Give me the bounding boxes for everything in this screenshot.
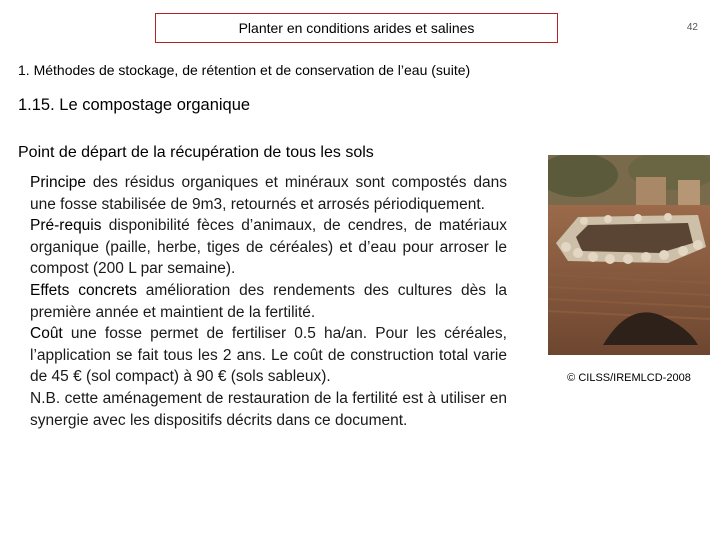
paragraph-text: amélioration des rendements des cultures dès la première année et maintient de la fertilité. [30, 281, 508, 321]
paragraph-prerequis [30, 215, 507, 280]
paragraph-effets [30, 280, 507, 323]
term-label: Principe [30, 174, 86, 191]
photo-credit: © CILSS/IREMLCD-2008 [567, 372, 691, 384]
paragraph-text: disponibilité fèces d’animaux, de cendres, de matériaux organique (paille, herbe, tiges de céréales) et d’eau pour arroser le compost (200 L par semaine). [30, 217, 507, 278]
term-label: Effets concrets [30, 281, 137, 299]
paragraph-text: une fosse permet de fertiliser 0.5 ha/an. Pour les céréales, l’application se fait tous les 2 ans. Le coût de construction total varie de 45 € (sol compact) à 90 € (sols sableux). [30, 325, 507, 386]
term-label: Coût [30, 325, 63, 343]
paragraph-principe [30, 172, 507, 215]
section-title: 1. Méthodes de stockage, de rétention et de conservation de l’eau (suite) [18, 62, 471, 78]
slide-title-text: Planter en conditions arides et salines [238, 20, 475, 36]
slide-title [155, 13, 558, 43]
lead-text: Point de départ de la récupération de tous les sols [18, 144, 374, 161]
paragraph-text: des résidus organiques et minéraux sont compostés dans une fosse stabilisée de 9m3, retournés et arrosés périodiquement. [30, 174, 507, 213]
compost-pit-photo [548, 155, 710, 355]
paragraph-cout [30, 323, 507, 388]
term-label: Pré-requis [30, 217, 102, 235]
body-text [30, 172, 507, 431]
page-number: 42 [686, 22, 698, 33]
paragraph-nb [30, 388, 507, 431]
hut [636, 177, 666, 207]
subsection-title: 1.15. Le compostage organique [18, 96, 251, 114]
paragraph-text: N.B. cette aménagement de restauration de la fertilité est à utiliser en synergie avec les dispositifs décrits dans ce document. [30, 389, 507, 429]
